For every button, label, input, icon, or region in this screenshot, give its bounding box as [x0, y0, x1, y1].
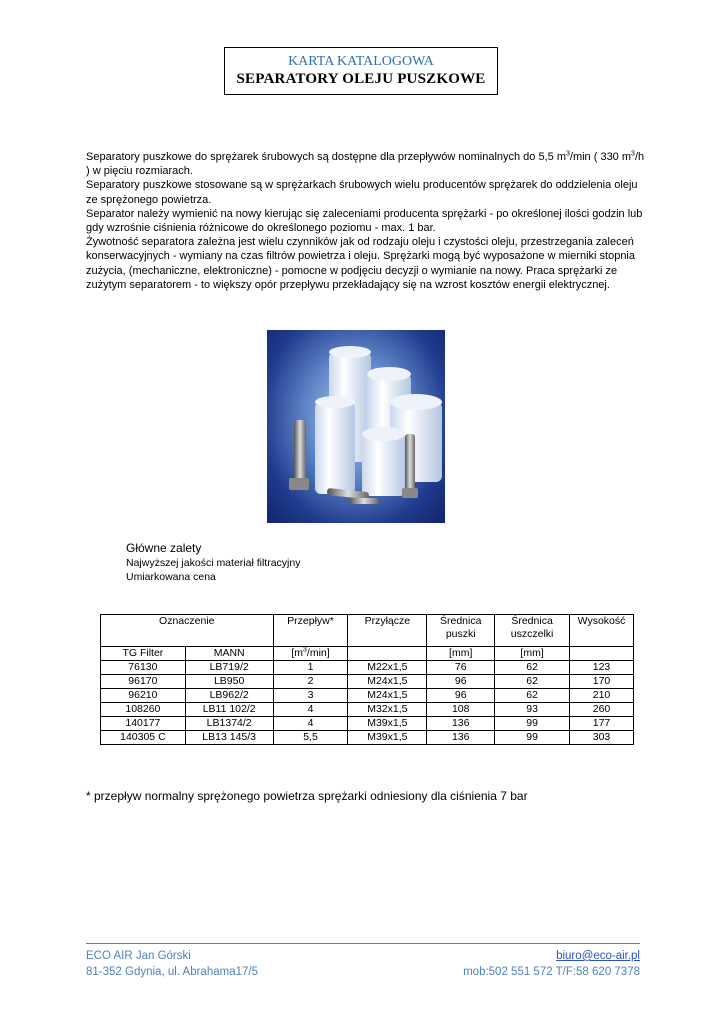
cell-seal-diameter: 62: [495, 675, 570, 689]
cell-seal-diameter: 99: [495, 731, 570, 745]
col-header-srednica-uszczelki: Średnica uszczelki: [495, 615, 570, 647]
benefits-heading: Główne zalety: [126, 541, 202, 555]
unit-connection: [348, 647, 427, 661]
cell-can-diameter: 76: [427, 661, 495, 675]
cell-tg-filter-code: 140305 C: [101, 731, 186, 745]
cell-mann-code: LB13 145/3: [185, 731, 273, 745]
cell-connection: M39x1,5: [348, 717, 427, 731]
cell-height: 170: [570, 675, 634, 689]
company-phones: mob:502 551 572 T/F:58 620 7378: [463, 966, 640, 978]
benefit-item: Umiarkowana cena: [126, 571, 216, 583]
footer-row-2: [86, 964, 640, 980]
cell-flow-value: 2: [273, 675, 348, 689]
cell-can-diameter: 96: [427, 689, 495, 703]
cell-height: 177: [570, 717, 634, 731]
cell-connection: M22x1,5: [348, 661, 427, 675]
title-box: [224, 47, 498, 95]
spec-table-body: [101, 661, 634, 745]
unit-seal-diameter: [mm]: [495, 647, 570, 661]
table-row: [101, 731, 634, 745]
cell-tg-filter-code: 96170: [101, 675, 186, 689]
cell-can-diameter: 96: [427, 675, 495, 689]
cell-height: 123: [570, 661, 634, 675]
product-photo: [267, 330, 445, 523]
col-header-przylacze: Przyłącze: [348, 615, 427, 647]
cell-flow-value: 3: [273, 689, 348, 703]
table-row: [101, 675, 634, 689]
cell-mann-code: LB11 102/2: [185, 703, 273, 717]
col-mann: MANN: [185, 647, 273, 661]
cell-connection: M32x1,5: [348, 703, 427, 717]
cell-seal-diameter: 62: [495, 661, 570, 675]
benefit-item: Najwyższej jakości materiał filtracyjny: [126, 557, 301, 569]
col-tg-filter: TG Filter: [101, 647, 186, 661]
cell-can-diameter: 136: [427, 717, 495, 731]
company-name: ECO AIR Jan Górski: [86, 950, 191, 962]
table-row: [101, 689, 634, 703]
unit-flow: $[m^3/\min]$: [273, 647, 348, 661]
col-header-wysokosc: Wysokość: [570, 615, 634, 647]
intro-paragraph-3: Separator należy wymienić na nowy kierując się zaleceniami producenta sprężarki - po określonej ilości godzin lub gdy wzrośnie ciśnienia różnicowe do określonego poziomu - max. 1 bar.: [86, 207, 643, 235]
cell-connection: M39x1,5: [348, 731, 427, 745]
table-row: [101, 717, 634, 731]
cell-connection: M24x1,5: [348, 689, 427, 703]
cell-mann-code: LB1374/2: [185, 717, 273, 731]
col-header-oznaczenie: Oznaczenie: [101, 615, 274, 647]
footer: [86, 948, 640, 980]
cell-tg-filter-code: 76130: [101, 661, 186, 675]
table-subheader-row: [101, 647, 634, 661]
benefits-section: [126, 541, 300, 584]
table-header-row: [101, 615, 634, 647]
separator-cans-image: [267, 330, 445, 523]
cell-height: 210: [570, 689, 634, 703]
intro-paragraph-1: Separatory puszkowe do sprężarek śrubowych są dostępne dla przepływów nominalnych do 5,5 $m^3/\min$ ( 330 $m^3/h$ ) w pięciu rozmiarach.: [86, 150, 645, 178]
cell-height: 303: [570, 731, 634, 745]
unit-height: [570, 647, 634, 661]
cell-seal-diameter: 93: [495, 703, 570, 717]
company-address: 81-352 Gdynia, ul. Abrahama17/5: [86, 966, 258, 978]
col-header-przeplyw: Przepływ*: [273, 615, 348, 647]
footer-divider: [86, 943, 640, 944]
cell-mann-code: LB950: [185, 675, 273, 689]
cell-tg-filter-code: 108260: [101, 703, 186, 717]
cell-connection: M24x1,5: [348, 675, 427, 689]
col-header-srednica-puszki: Średnica puszki: [427, 615, 495, 647]
unit-can-diameter: [mm]: [427, 647, 495, 661]
table-row: [101, 661, 634, 675]
page-title: SEPARATORY OLEJU PUSZKOWE: [236, 71, 486, 87]
cell-seal-diameter: 62: [495, 689, 570, 703]
intro-paragraph-4: Żywotność separatora zależna jest wielu czynników jak od rodzaju oleju i czystości oleju, przestrzegania zaleceń konserwacyjnych - wymiany na czas filtrów powietrza i oleju. Sprężarki mogą być wyposażone w mierniki stopnia zużycia, (mechaniczne, elektroniczne) - pomocne w podjęciu decyzji o wymianie na nowy. Praca sprężarki ze zużytym separatorem - to większy opór przepływu przekładający się na wzrost kosztów energii elektrycznej.: [86, 236, 635, 291]
cell-seal-diameter: 99: [495, 717, 570, 731]
cell-tg-filter-code: 140177: [101, 717, 186, 731]
cell-height: 260: [570, 703, 634, 717]
cell-mann-code: LB962/2: [185, 689, 273, 703]
catalog-card-label: KARTA KATALOGOWA: [288, 54, 434, 69]
footer-row-1: [86, 948, 640, 964]
table-row: [101, 703, 634, 717]
cell-can-diameter: 136: [427, 731, 495, 745]
email-link[interactable]: biuro@eco-air.pl: [556, 950, 640, 962]
cell-flow-value: 4: [273, 703, 348, 717]
cell-flow-value: 4: [273, 717, 348, 731]
cell-tg-filter-code: 96210: [101, 689, 186, 703]
cell-mann-code: LB719/2: [185, 661, 273, 675]
cell-flow-value: 5,5: [273, 731, 348, 745]
spec-table: [100, 614, 634, 745]
intro-text: [86, 150, 646, 292]
cell-flow-value: 1: [273, 661, 348, 675]
footnote: * przepływ normalny sprężonego powietrza sprężarki odniesiony dla ciśnienia 7 bar: [86, 789, 528, 803]
cell-can-diameter: 108: [427, 703, 495, 717]
intro-paragraph-2: Separatory puszkowe stosowane są w sprężarkach śrubowych wielu producentów sprężarek do oddzielenia oleju ze sprężonego powietrza.: [86, 179, 638, 206]
